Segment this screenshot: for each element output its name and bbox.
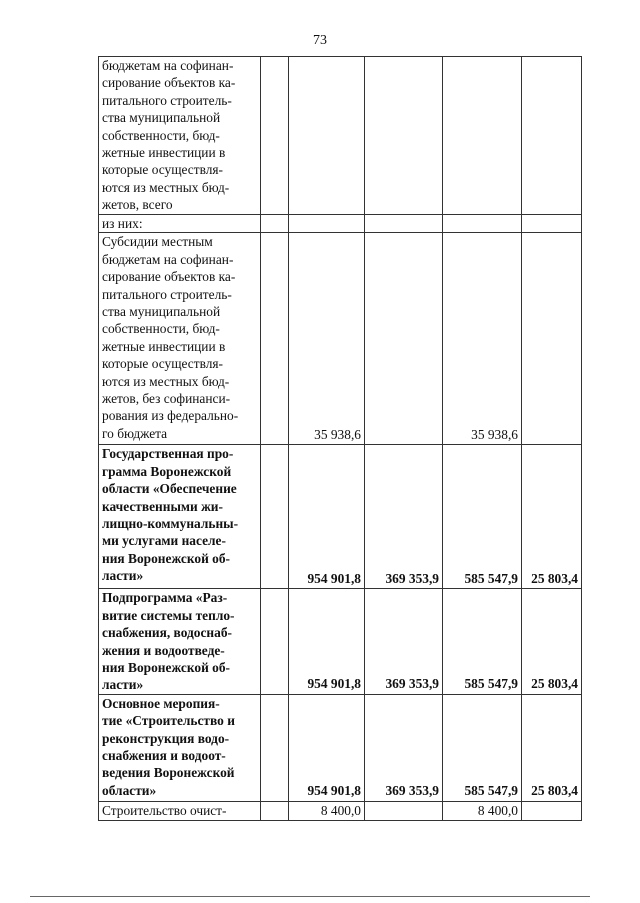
label-line: Строительство очист-: [102, 802, 227, 818]
label-line: собственности, бюд-: [102, 321, 220, 337]
label-line: снабжения и водоот-: [102, 748, 226, 764]
value-local: [522, 801, 582, 820]
label-line: Основное меропия-: [102, 695, 220, 711]
table-row: [99, 445, 582, 589]
label-line: ются из местных бюд-: [102, 373, 230, 389]
label-line: которые осуществля-: [102, 356, 224, 372]
label-line: ми услугами населе-: [102, 533, 226, 549]
row-label: [99, 233, 261, 445]
table-row: [99, 694, 582, 801]
label-line: сирование объектов ка-: [102, 75, 236, 91]
row-label: [99, 57, 261, 215]
value-regional: 35 938,6: [443, 233, 522, 445]
table-row: [99, 589, 582, 694]
blank-cell: [261, 215, 289, 233]
value-regional: 585 547,9: [443, 589, 522, 694]
value-total: [289, 215, 365, 233]
row-label: [99, 215, 261, 233]
label-line: реконструкция водо-: [102, 730, 230, 746]
label-line: ласти»: [102, 677, 144, 693]
label-line: собственности, бюд-: [102, 127, 220, 143]
value-total: 954 901,8: [289, 445, 365, 589]
label-line: жетные инвестиции в: [102, 145, 226, 161]
table-row: [99, 57, 582, 215]
row-label: [99, 445, 261, 589]
value-total: [289, 57, 365, 215]
row-label: [99, 801, 261, 820]
label-line: го бюджета: [102, 425, 168, 441]
value-local: [522, 57, 582, 215]
label-line: жетные инвестиции в: [102, 338, 226, 354]
label-line: бюджетам на софинан-: [102, 58, 234, 73]
value-federal: 369 353,9: [365, 589, 443, 694]
label-line: питального строитель-: [102, 286, 232, 302]
value-local: 25 803,4: [522, 445, 582, 589]
value-federal: [365, 233, 443, 445]
label-line: ства муниципальной: [102, 110, 221, 126]
label-line: бюджетам на софинан-: [102, 251, 234, 267]
page-edge-line: [30, 896, 590, 897]
label-line: тие «Строительство и: [102, 713, 235, 729]
value-federal: [365, 57, 443, 215]
label-line: Субсидии местным: [102, 234, 213, 250]
value-total: 35 938,6: [289, 233, 365, 445]
budget-table: [98, 56, 582, 821]
value-local: 25 803,4: [522, 589, 582, 694]
table-row: [99, 801, 582, 820]
value-federal: [365, 801, 443, 820]
label-line: витие системы тепло-: [102, 607, 235, 623]
value-total: 954 901,8: [289, 589, 365, 694]
value-federal: 369 353,9: [365, 694, 443, 801]
label-line: рования из федерально-: [102, 408, 239, 424]
value-regional: [443, 215, 522, 233]
value-federal: [365, 215, 443, 233]
label-line: Подпрограмма «Раз-: [102, 590, 228, 606]
label-line: ния Воронежской об-: [102, 660, 231, 676]
table-row: [99, 233, 582, 445]
value-regional: 585 547,9: [443, 694, 522, 801]
value-local: 25 803,4: [522, 694, 582, 801]
blank-cell: [261, 57, 289, 215]
label-line: лищно-коммунальны-: [102, 516, 239, 532]
label-line: жения и водоотведе-: [102, 642, 225, 658]
value-regional: 8 400,0: [443, 801, 522, 820]
value-local: [522, 215, 582, 233]
label-line: которые осуществля-: [102, 162, 224, 178]
label-line: ласти»: [102, 568, 144, 584]
label-line: снабжения, водоснаб-: [102, 625, 232, 641]
value-total: 8 400,0: [289, 801, 365, 820]
table-row: [99, 215, 582, 233]
value-federal: 369 353,9: [365, 445, 443, 589]
value-local: [522, 233, 582, 445]
value-regional: [443, 57, 522, 215]
label-line: ются из местных бюд-: [102, 179, 230, 195]
blank-cell: [261, 801, 289, 820]
label-line: качественными жи-: [102, 498, 223, 514]
label-line: ства муниципальной: [102, 304, 221, 320]
label-line: Государственная про-: [102, 446, 234, 462]
blank-cell: [261, 445, 289, 589]
label-line: грамма Воронежской: [102, 463, 232, 479]
value-regional: 585 547,9: [443, 445, 522, 589]
label-line: из них:: [102, 216, 143, 231]
label-line: питального строитель-: [102, 92, 232, 108]
blank-cell: [261, 694, 289, 801]
label-line: ния Воронежской об-: [102, 550, 231, 566]
blank-cell: [261, 233, 289, 445]
row-label: [99, 589, 261, 694]
label-line: жетов, без софинанси-: [102, 391, 231, 407]
blank-cell: [261, 589, 289, 694]
page-number: 73: [313, 33, 327, 48]
label-line: области»: [102, 782, 157, 798]
label-line: ведения Воронежской: [102, 765, 235, 781]
label-line: области «Обеспечение: [102, 481, 237, 497]
label-line: сирование объектов ка-: [102, 269, 236, 285]
row-label: [99, 694, 261, 801]
label-line: жетов, всего: [102, 197, 173, 213]
value-total: 954 901,8: [289, 694, 365, 801]
